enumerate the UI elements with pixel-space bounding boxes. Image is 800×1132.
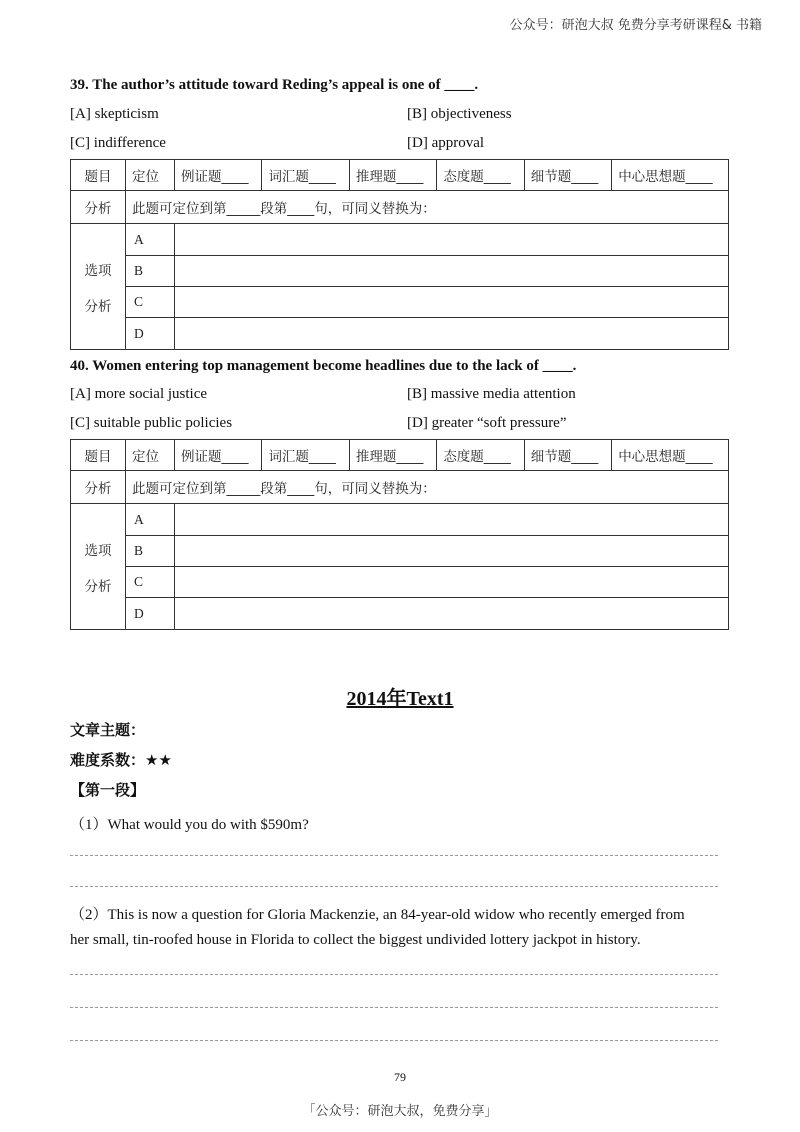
options-label-line2: 分析	[84, 578, 112, 595]
type-inference: 推理题____	[349, 440, 436, 471]
question-39-title: 39. The author’s attitude toward Reding’s appeal is one of ____.	[70, 77, 479, 93]
option-letter-d: D	[126, 598, 175, 630]
article-theme-label: 文章主题：	[70, 721, 146, 739]
locate-text: 此题可定位到第_____段第____句，可同义替换为：	[126, 471, 729, 504]
answer-line	[70, 855, 718, 856]
row-label-analysis: 分析	[71, 471, 126, 504]
option-letter-a: A	[126, 224, 175, 256]
type-detail: 细节题____	[524, 160, 611, 191]
row-label-analysis: 分析	[71, 191, 126, 224]
answer-line	[70, 1007, 718, 1008]
option-d-answer-cell	[175, 318, 729, 350]
option-c-answer-cell	[175, 567, 729, 598]
question-39-option-d: [D] approval	[407, 135, 485, 151]
option-letter-c: C	[126, 287, 175, 318]
option-a-answer-cell	[175, 224, 729, 256]
type-locate: 定位	[126, 160, 175, 191]
option-letter-b: B	[126, 536, 175, 567]
section-title: 2014年Text1	[346, 688, 454, 710]
type-locate: 定位	[126, 440, 175, 471]
option-b-answer-cell	[175, 536, 729, 567]
option-letter-c: C	[126, 567, 175, 598]
question-40-title: 40. Women entering top management become headlines due to the lack of ____.	[70, 358, 577, 374]
question-40-option-c: [C] suitable public policies	[70, 415, 233, 431]
type-main-idea: 中心思想题____	[612, 160, 729, 191]
answer-line	[70, 886, 718, 887]
type-inference: 推理题____	[349, 160, 436, 191]
type-vocabulary: 词汇题____	[262, 440, 349, 471]
options-label-line1: 选项	[84, 262, 112, 279]
page-number: 79	[394, 1070, 406, 1084]
sentence-2-line-2: her small, tin-roofed house in Florida to collect the biggest undivided lottery jackpot in history.	[70, 932, 641, 948]
footer-note: 「公众号：研泡大叔，免费分享」	[302, 1104, 498, 1119]
type-attitude: 态度题____	[437, 440, 524, 471]
option-a-answer-cell	[175, 504, 729, 536]
question-39-option-b: [B] objectiveness	[407, 106, 512, 122]
option-letter-b: B	[126, 256, 175, 287]
option-d-answer-cell	[175, 598, 729, 630]
row-label-question: 题目	[71, 160, 126, 191]
question-40-option-d: [D] greater “soft pressure”	[407, 415, 567, 431]
option-c-answer-cell	[175, 287, 729, 318]
type-attitude: 态度题____	[437, 160, 524, 191]
type-example: 例证题____	[175, 160, 262, 191]
question-39-option-a: [A] skepticism	[70, 106, 159, 122]
options-label-line1: 选项	[84, 542, 112, 559]
question-40-option-a: [A] more social justice	[70, 386, 208, 402]
answer-line	[70, 1040, 718, 1041]
options-analysis-label	[71, 224, 126, 350]
question-39-option-c: [C] indifference	[70, 135, 166, 151]
header-note: 公众号：研泡大叔 免费分享考研课程& 书籍	[509, 18, 762, 33]
paragraph-label: 【第一段】	[70, 781, 146, 799]
sentence-2-line-1: （2）This is now a question for Gloria Mackenzie, an 84-year-old widow who recently emerged from	[70, 907, 685, 923]
option-b-answer-cell	[175, 256, 729, 287]
option-letter-d: D	[126, 318, 175, 350]
question-39-analysis-table	[70, 159, 729, 350]
row-label-question: 题目	[71, 440, 126, 471]
locate-text: 此题可定位到第_____段第____句，可同义替换为：	[126, 191, 729, 224]
question-40-option-b: [B] massive media attention	[407, 386, 576, 402]
difficulty-label: 难度系数：★★	[70, 751, 172, 769]
question-40-analysis-table	[70, 439, 729, 630]
type-vocabulary: 词汇题____	[262, 160, 349, 191]
type-main-idea: 中心思想题____	[612, 440, 729, 471]
options-label-line2: 分析	[84, 298, 112, 315]
sentence-1: （1）What would you do with $590m?	[70, 817, 309, 833]
option-letter-a: A	[126, 504, 175, 536]
options-analysis-label	[71, 504, 126, 630]
type-example: 例证题____	[175, 440, 262, 471]
type-detail: 细节题____	[524, 440, 611, 471]
answer-line	[70, 974, 718, 975]
